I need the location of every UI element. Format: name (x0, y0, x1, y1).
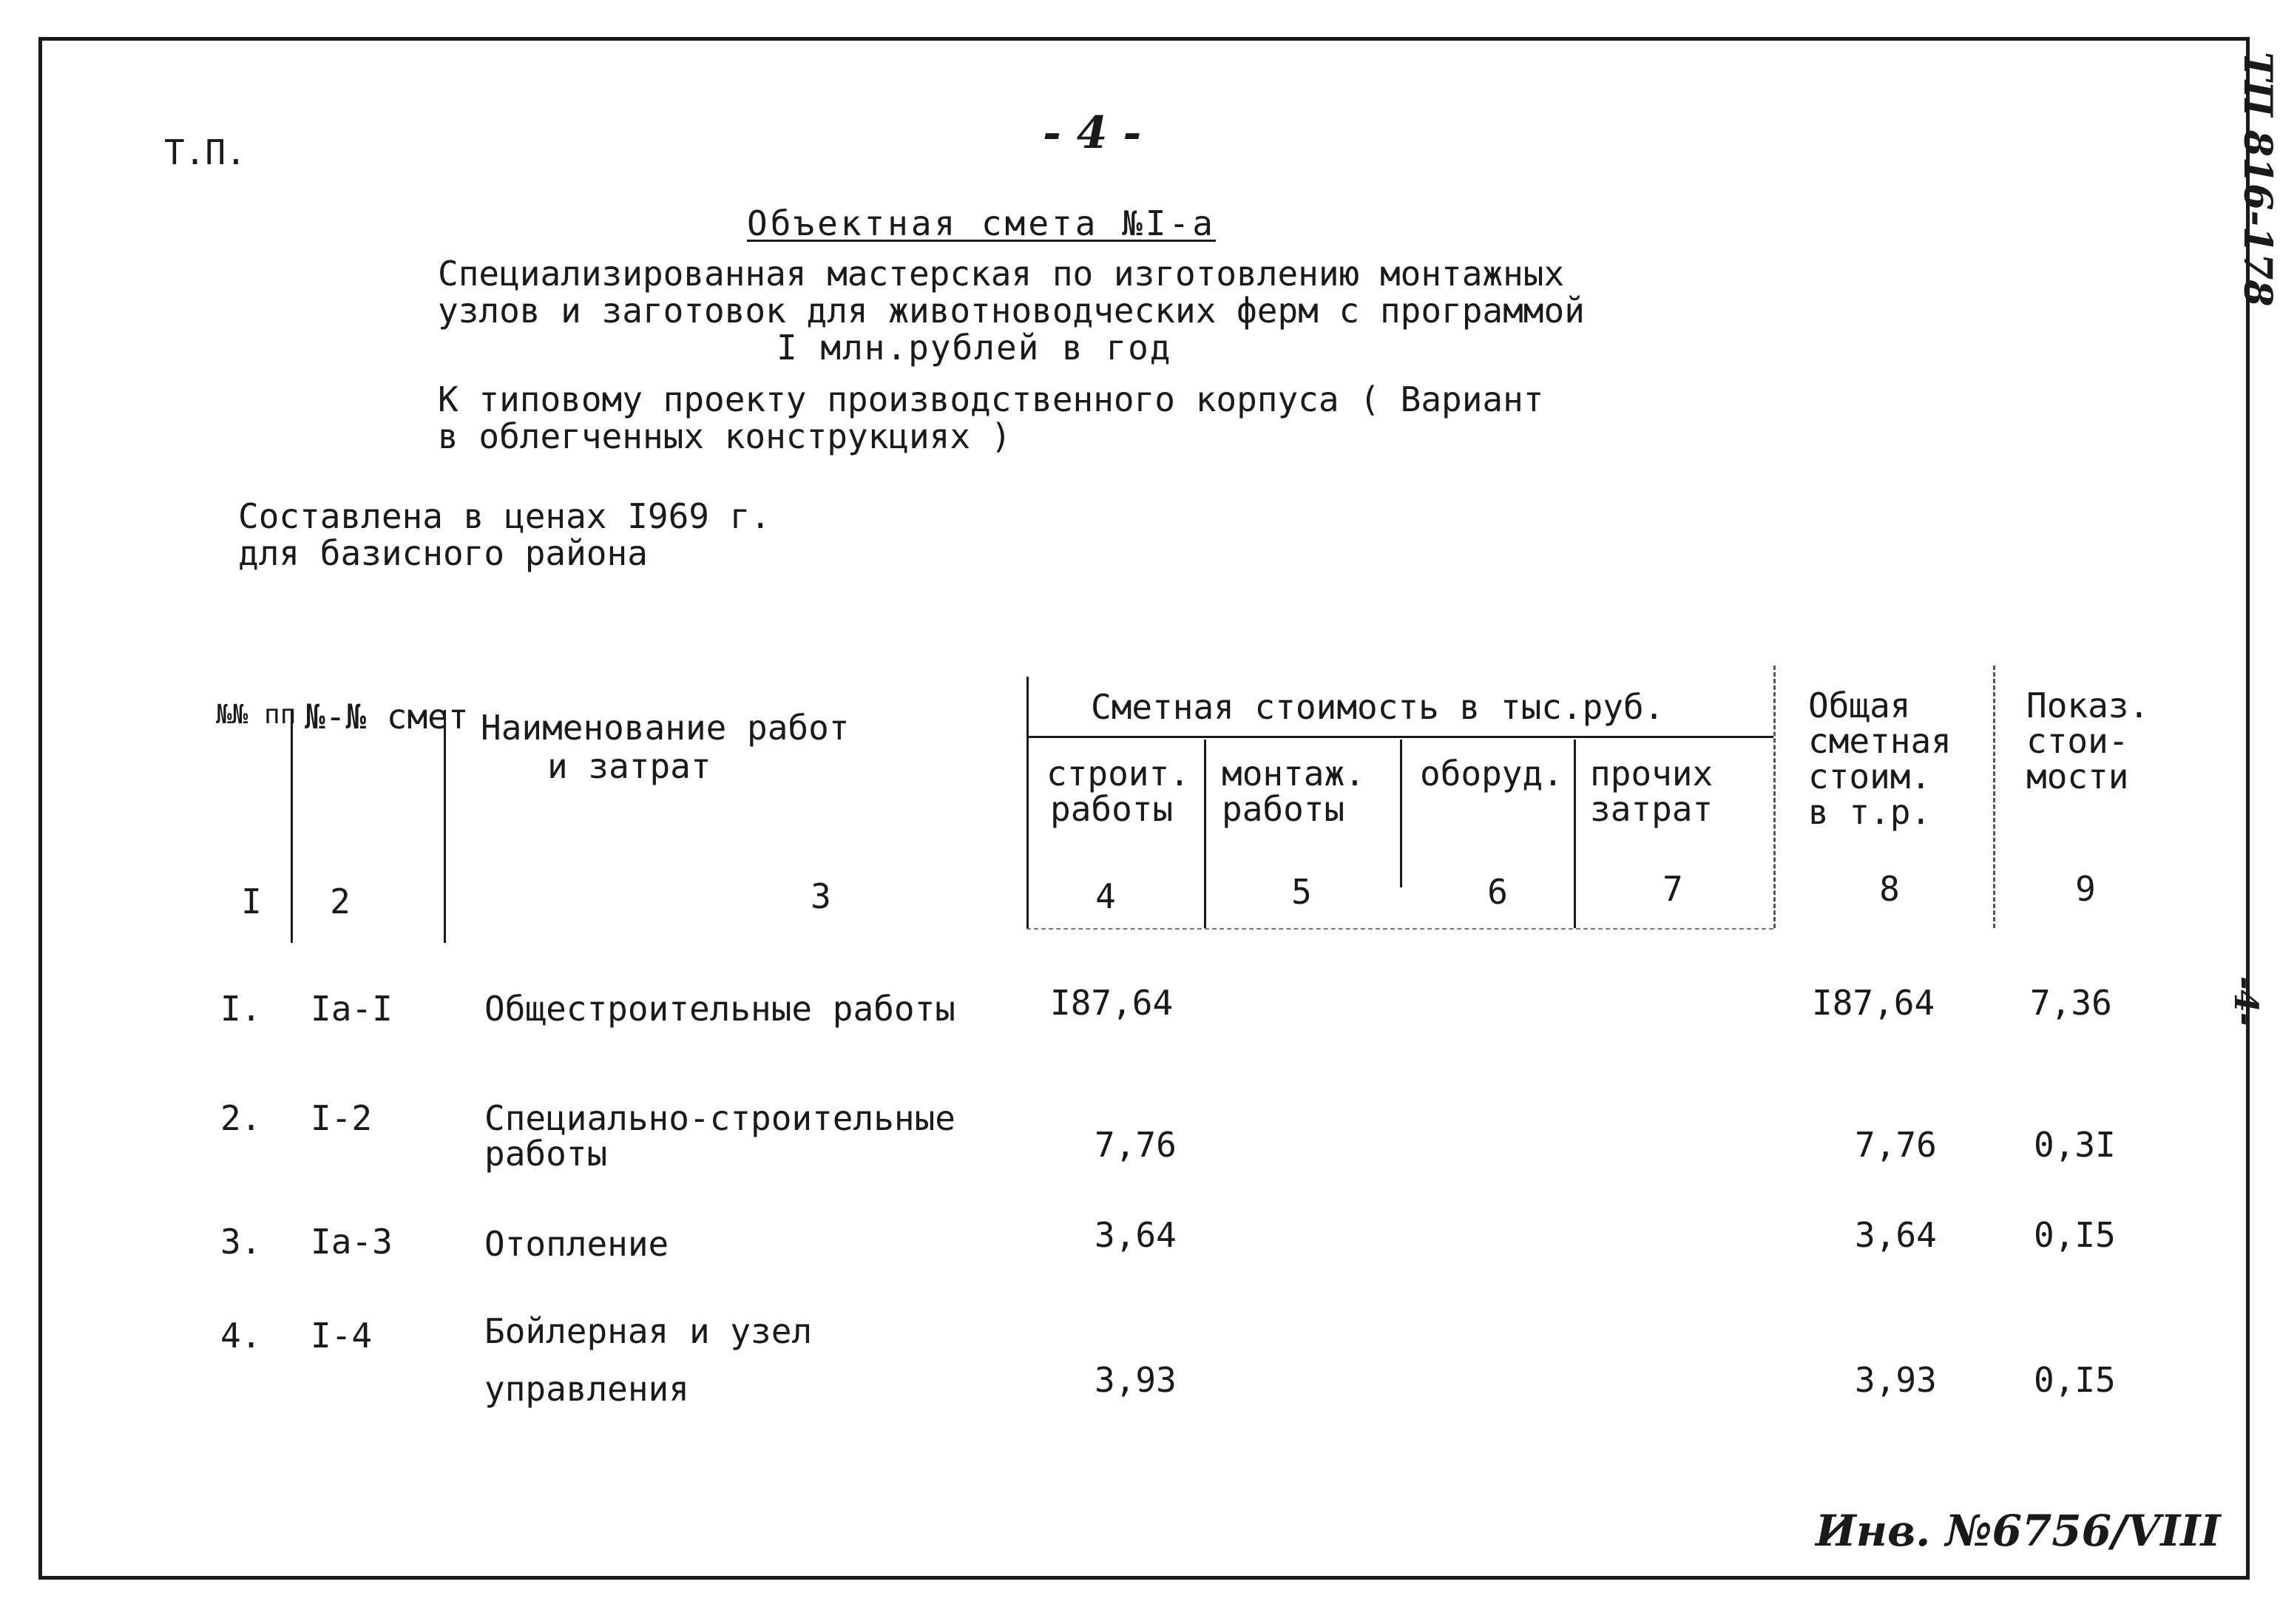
prices-line-1: Составлена в ценах I969 г. (238, 496, 771, 536)
row-4-construction: 3,93 (1095, 1360, 1177, 1400)
row-3-indicator: 0,I5 (2034, 1215, 2116, 1255)
table-rule (1026, 677, 1029, 928)
prices-line-2: для базисного района (238, 533, 648, 573)
row-2-total: 7,76 (1855, 1125, 1937, 1165)
header-cost-group: Сметная стоимость в тыс.руб. (1091, 687, 1665, 727)
row-1-name: Общестроительные работы (484, 989, 955, 1029)
header-col-1: №№ пп (216, 700, 297, 730)
row-1-number: I. (220, 989, 262, 1029)
header-col-3-line-2: и затрат (547, 746, 711, 786)
row-3-estimate: Iа-3 (311, 1222, 393, 1262)
column-number: 7 (1662, 869, 1683, 909)
title-line-1: Специализированная мастерская по изготовлению монтажных (438, 254, 1565, 294)
row-2-indicator: 0,3I (2034, 1125, 2116, 1165)
row-4-number: 4. (220, 1316, 262, 1356)
header-col-4-line-2: работы (1050, 789, 1174, 829)
header-col-8-line-4: в т.р. (1808, 792, 1932, 832)
header-col-9-line-3: мости (2026, 757, 2129, 796)
table-rule (1773, 666, 1776, 928)
header-col-8-line-2: сметная (1808, 721, 1952, 761)
row-4-total: 3,93 (1855, 1360, 1937, 1400)
header-col-9-line-2: стои- (2026, 721, 2129, 761)
project-line-1: К типовому проекту производственного корпуса ( Вариант (438, 379, 1544, 419)
inventory-number: Инв. №6756/VIII (1816, 1506, 2221, 1556)
table-rule (1026, 928, 1773, 930)
table-rule (444, 710, 446, 943)
row-3-construction: 3,64 (1095, 1215, 1177, 1255)
row-1-estimate: Iа-I (311, 989, 393, 1029)
column-number: I (241, 882, 262, 921)
row-3-number: 3. (220, 1222, 262, 1262)
project-line-2: в облегченных конструкциях ) (438, 416, 1012, 456)
table-rule (1400, 740, 1402, 887)
row-4-indicator: 0,I5 (2034, 1360, 2116, 1400)
column-number: 5 (1291, 872, 1312, 912)
side-page-number: -4- (2227, 976, 2264, 1026)
header-col-8-line-1: Общая (1808, 686, 1911, 725)
header-col-5-line-2: работы (1222, 789, 1345, 829)
header-col-9-line-1: Показ. (2026, 686, 2150, 725)
series-label: Т.П. (164, 132, 246, 172)
page-number: - 4 - (1043, 107, 1142, 159)
row-4-name-line-1: Бойлерная и узел (484, 1311, 813, 1351)
title-line-3: I млн.рублей в год (777, 328, 1172, 368)
row-2-number: 2. (220, 1098, 262, 1138)
column-number: 9 (2075, 869, 2096, 909)
table-rule (291, 710, 293, 943)
header-col-8-line-3: стоим. (1808, 757, 1932, 796)
row-4-estimate: I-4 (311, 1316, 373, 1356)
row-1-construction: I87,64 (1050, 983, 1174, 1023)
table-rule (1026, 736, 1773, 738)
column-number: 4 (1095, 876, 1116, 916)
estimate-heading: Объектная смета №I-а (747, 203, 1216, 243)
header-col-3-line-1: Наименование работ (481, 708, 850, 748)
column-number: 3 (811, 876, 831, 916)
row-2-name-line-2: работы (484, 1134, 608, 1174)
table-rule (1993, 666, 1995, 928)
table-rule (1204, 740, 1206, 928)
row-1-total: I87,64 (1812, 983, 1935, 1023)
row-3-total: 3,64 (1855, 1215, 1937, 1255)
row-2-name-line-1: Специально-строительные (484, 1098, 955, 1138)
column-number: 2 (330, 882, 351, 921)
header-col-7-line-2: затрат (1590, 789, 1714, 829)
row-4-name-line-2: управления (484, 1369, 689, 1409)
header-col-4-line-1: строит. (1046, 754, 1190, 794)
row-1-indicator: 7,36 (2030, 983, 2112, 1023)
header-col-7-line-1: прочих (1590, 754, 1714, 794)
title-line-2: узлов и заготовок для животноводческих ферм с программой (438, 291, 1585, 331)
row-2-construction: 7,76 (1095, 1125, 1177, 1165)
header-col-5-line-1: монтаж. (1222, 754, 1365, 794)
row-2-estimate: I-2 (311, 1098, 373, 1138)
row-3-name: Отопление (484, 1224, 669, 1264)
header-col-6: оборуд. (1420, 754, 1563, 794)
table-rule (1574, 740, 1576, 928)
column-number: 6 (1487, 872, 1508, 912)
side-code: ТП 816-178 (2235, 52, 2280, 307)
column-number: 8 (1879, 869, 1900, 909)
header-col-2: №-№ смет (305, 697, 469, 737)
